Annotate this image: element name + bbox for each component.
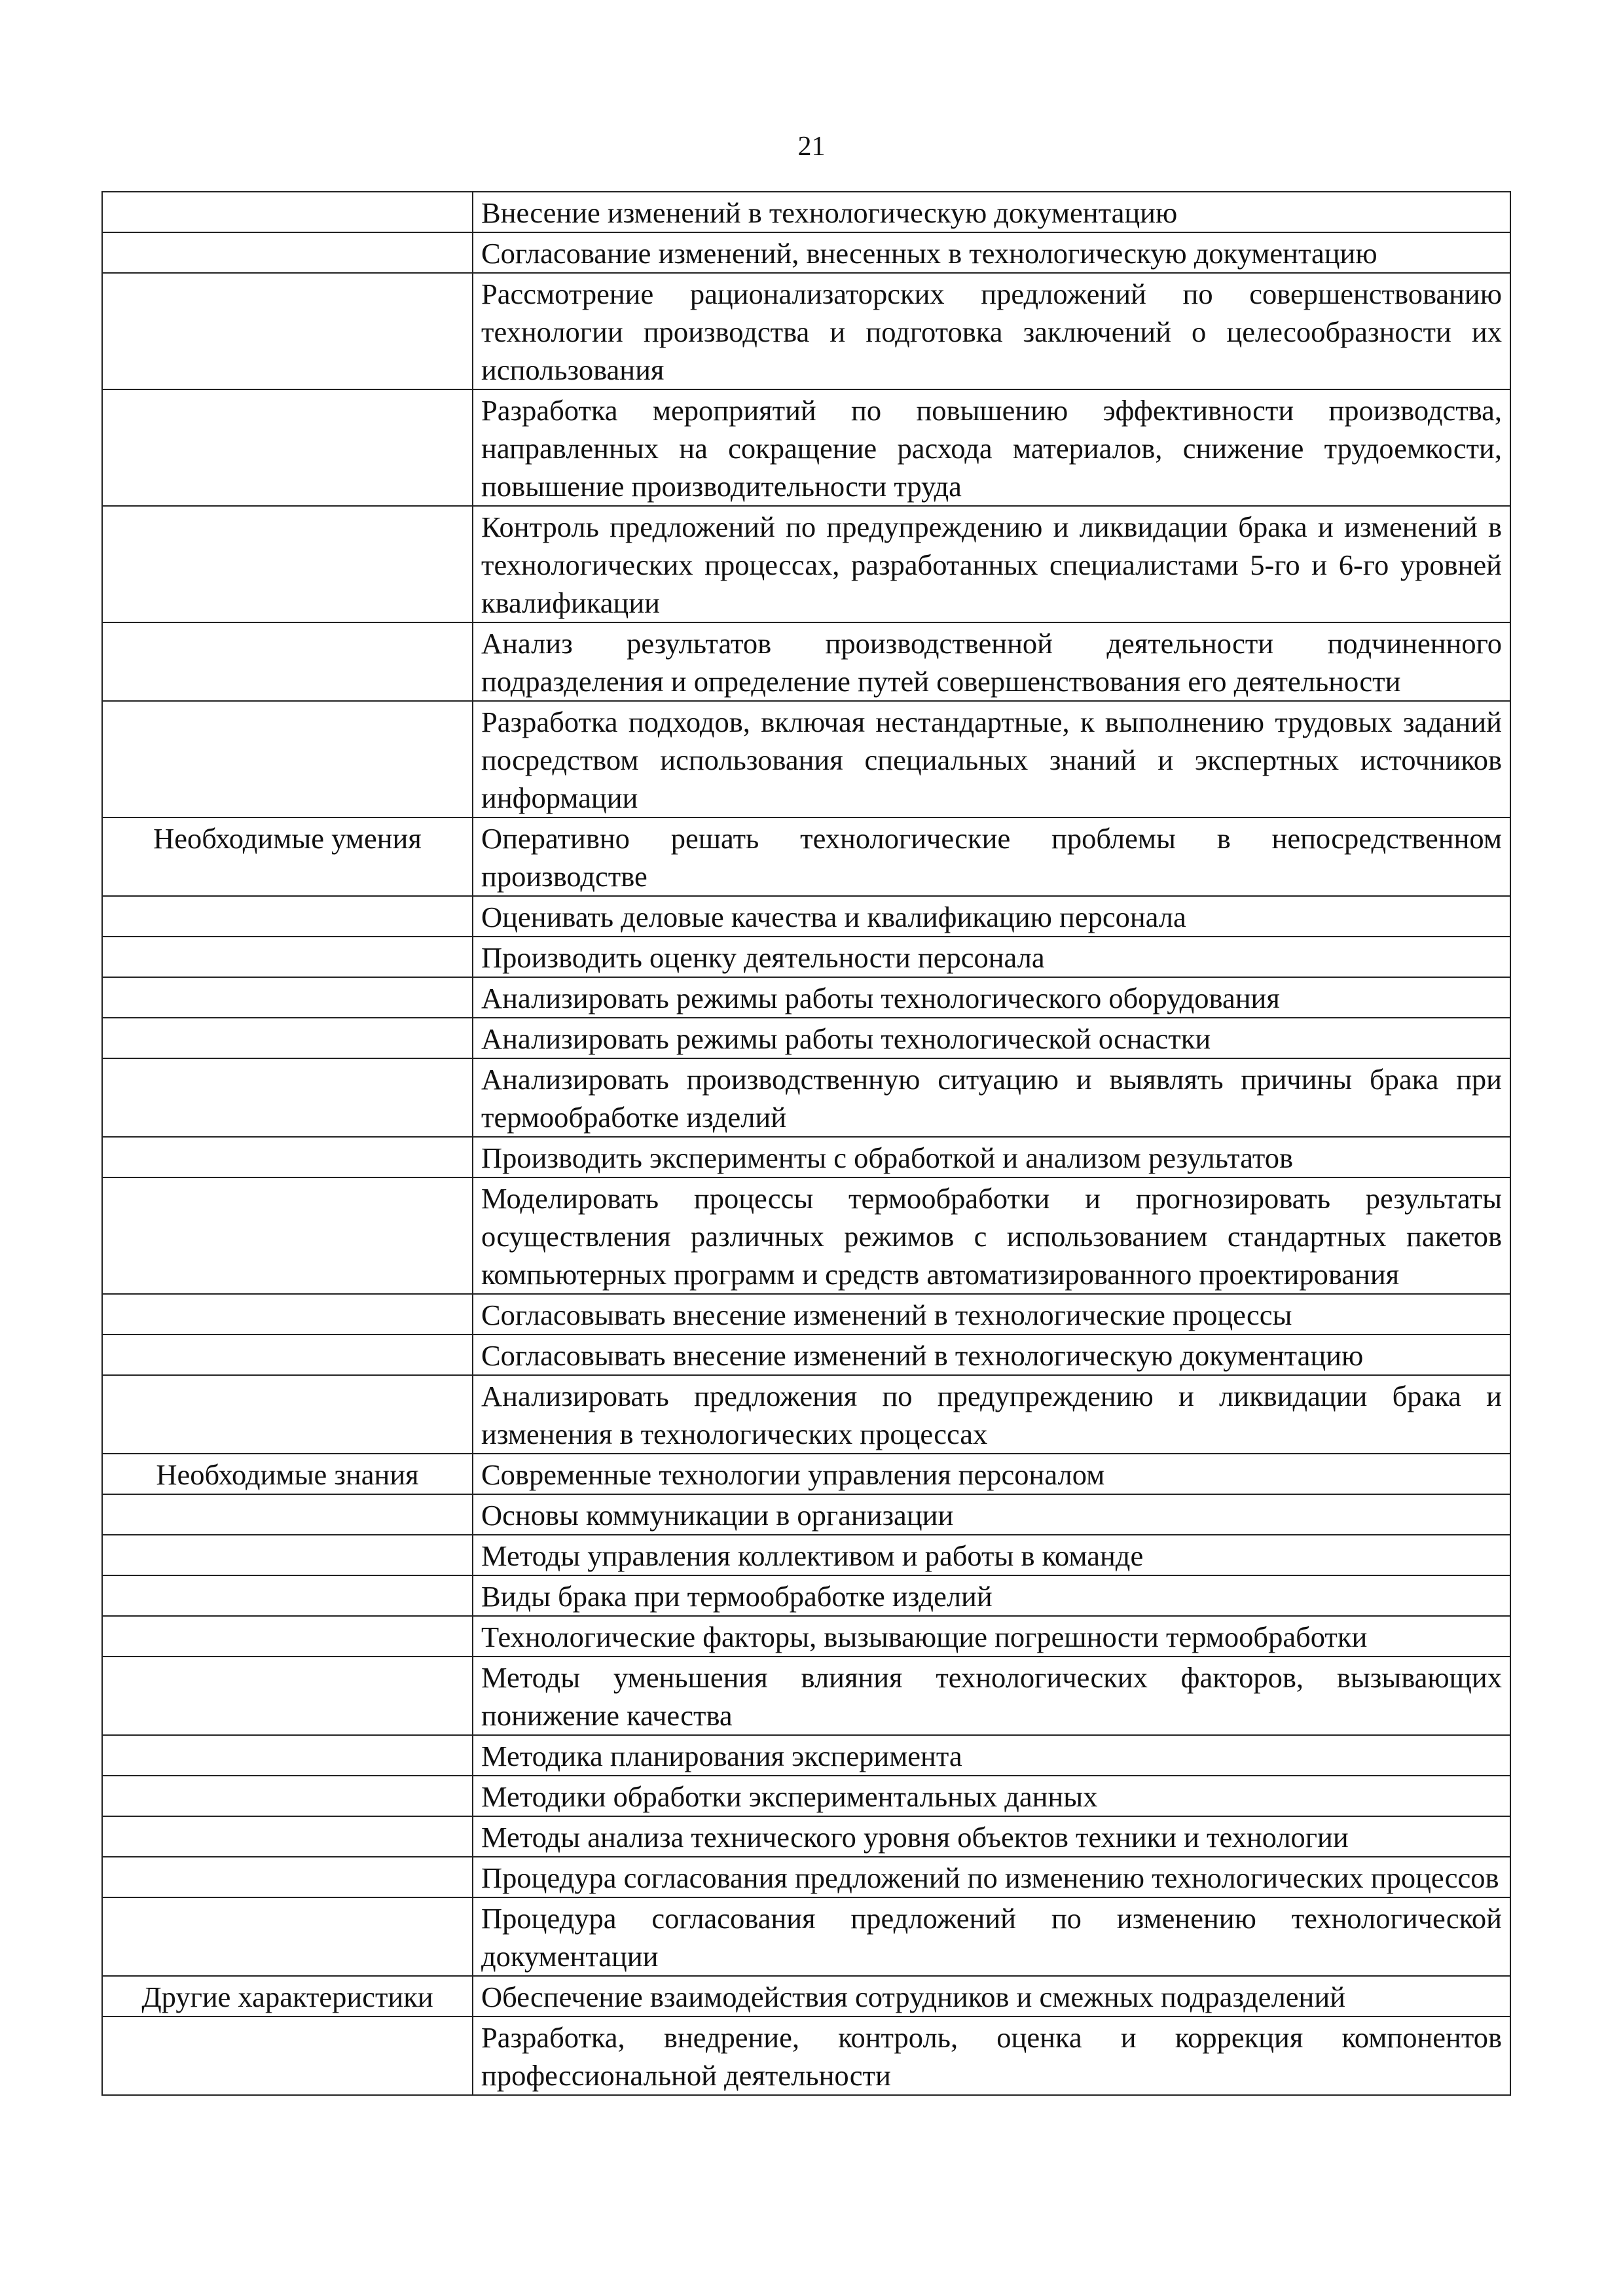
requirement-item: Анализ результатов производственной деятельности подчиненного подразделения и определение путей совершенствования его деятельности xyxy=(473,622,1510,701)
requirement-item: Оперативно решать технологические проблемы в непосредственном производстве xyxy=(473,817,1510,896)
section-label: Необходимые знания xyxy=(102,1454,473,1494)
section-label-continuation xyxy=(102,1137,473,1177)
section-label-continuation xyxy=(102,2017,473,2095)
table-row xyxy=(102,1137,1510,1177)
requirement-item: Процедура согласования предложений по изменению технологических процессов xyxy=(473,1857,1510,1897)
table-row xyxy=(102,2017,1510,2095)
requirement-item: Виды брака при термообработке изделий xyxy=(473,1575,1510,1616)
requirement-item: Согласовывать внесение изменений в технологические процессы xyxy=(473,1294,1510,1335)
section-label-continuation xyxy=(102,232,473,273)
requirement-item: Разработка мероприятий по повышению эффективности производства, направленных на сокращение расхода материалов, снижение трудоемкости, повышение производительности труда xyxy=(473,389,1510,506)
table-row xyxy=(102,232,1510,273)
section-label-continuation xyxy=(102,701,473,817)
requirement-item: Рассмотрение рационализаторских предложений по совершенствованию технологии производства и подготовка заключений о целесообразности их использования xyxy=(473,273,1510,389)
table-row xyxy=(102,1616,1510,1657)
section-label-continuation xyxy=(102,1776,473,1816)
table-row xyxy=(102,1454,1510,1494)
requirement-item: Внесение изменений в технологическую документацию xyxy=(473,192,1510,232)
requirement-item: Оценивать деловые качества и квалификацию персонала xyxy=(473,896,1510,937)
table-row xyxy=(102,1657,1510,1735)
section-label: Необходимые умения xyxy=(102,817,473,896)
requirement-item: Производить эксперименты с обработкой и анализом результатов xyxy=(473,1137,1510,1177)
table-row xyxy=(102,896,1510,937)
requirement-item: Основы коммуникации в организации xyxy=(473,1494,1510,1535)
requirement-item: Процедура согласования предложений по изменению технологической документации xyxy=(473,1897,1510,1976)
requirements-table xyxy=(101,191,1511,2096)
section-label-continuation xyxy=(102,1816,473,1857)
table-row xyxy=(102,1294,1510,1335)
requirement-item: Обеспечение взаимодействия сотрудников и смежных подразделений xyxy=(473,1976,1510,2017)
section-label-continuation xyxy=(102,1735,473,1776)
section-label-continuation xyxy=(102,1335,473,1375)
table-row xyxy=(102,622,1510,701)
requirement-item: Методики обработки экспериментальных данных xyxy=(473,1776,1510,1816)
table-row xyxy=(102,1816,1510,1857)
section-label-continuation xyxy=(102,1616,473,1657)
table-row xyxy=(102,1018,1510,1058)
table-row xyxy=(102,977,1510,1018)
section-label-continuation xyxy=(102,937,473,977)
table-row xyxy=(102,1335,1510,1375)
table-row xyxy=(102,1976,1510,2017)
requirement-item: Разработка подходов, включая нестандартные, к выполнению трудовых заданий посредством использования специальных знаний и экспертных источников информации xyxy=(473,701,1510,817)
requirement-item: Анализировать производственную ситуацию и выявлять причины брака при термообработке изделий xyxy=(473,1058,1510,1137)
section-label-continuation xyxy=(102,1058,473,1137)
page-number: 21 xyxy=(797,132,826,162)
section-label: Другие характеристики xyxy=(102,1976,473,2017)
requirement-item: Разработка, внедрение, контроль, оценка и коррекция компонентов профессиональной деятельности xyxy=(473,2017,1510,2095)
table-row xyxy=(102,817,1510,896)
section-label-continuation xyxy=(102,273,473,389)
section-label-continuation xyxy=(102,1657,473,1735)
table-row xyxy=(102,1776,1510,1816)
requirement-item: Контроль предложений по предупреждению и ликвидации брака и изменений в технологических процессах, разработанных специалистами 5-го и 6-го уровней квалификации xyxy=(473,506,1510,622)
table-row xyxy=(102,389,1510,506)
requirement-item: Анализировать режимы работы технологической оснастки xyxy=(473,1018,1510,1058)
table-row xyxy=(102,506,1510,622)
table-row xyxy=(102,1897,1510,1976)
requirement-item: Современные технологии управления персоналом xyxy=(473,1454,1510,1494)
requirement-item: Технологические факторы, вызывающие погрешности термообработки xyxy=(473,1616,1510,1657)
requirement-item: Методы уменьшения влияния технологических факторов, вызывающих понижение качества xyxy=(473,1657,1510,1735)
table-row xyxy=(102,1735,1510,1776)
requirements-table-body xyxy=(102,192,1510,2095)
section-label-continuation xyxy=(102,1575,473,1616)
table-row xyxy=(102,1177,1510,1294)
table-row xyxy=(102,1857,1510,1897)
section-label-continuation xyxy=(102,1294,473,1335)
table-row xyxy=(102,1058,1510,1137)
requirement-item: Производить оценку деятельности персонала xyxy=(473,937,1510,977)
requirement-item: Методы управления коллективом и работы в команде xyxy=(473,1535,1510,1575)
requirement-item: Моделировать процессы термообработки и прогнозировать результаты осуществления различных режимов с использованием стандартных пакетов компьютерных программ и средств автоматизированного проектирования xyxy=(473,1177,1510,1294)
table-row xyxy=(102,1494,1510,1535)
section-label-continuation xyxy=(102,1018,473,1058)
section-label-continuation xyxy=(102,1897,473,1976)
section-label-continuation xyxy=(102,1375,473,1454)
section-label-continuation xyxy=(102,506,473,622)
section-label-continuation xyxy=(102,622,473,701)
table-row xyxy=(102,273,1510,389)
requirement-item: Методы анализа технического уровня объектов техники и технологии xyxy=(473,1816,1510,1857)
requirement-item: Согласовывать внесение изменений в технологическую документацию xyxy=(473,1335,1510,1375)
requirement-item: Методика планирования эксперимента xyxy=(473,1735,1510,1776)
table-row xyxy=(102,192,1510,232)
table-row xyxy=(102,1375,1510,1454)
section-label-continuation xyxy=(102,1857,473,1897)
section-label-continuation xyxy=(102,1177,473,1294)
requirement-item: Анализировать режимы работы технологического оборудования xyxy=(473,977,1510,1018)
section-label-continuation xyxy=(102,977,473,1018)
section-label-continuation xyxy=(102,1494,473,1535)
section-label-continuation xyxy=(102,1535,473,1575)
table-row xyxy=(102,701,1510,817)
section-label-continuation xyxy=(102,896,473,937)
table-row xyxy=(102,1535,1510,1575)
requirement-item: Согласование изменений, внесенных в технологическую документацию xyxy=(473,232,1510,273)
table-row xyxy=(102,937,1510,977)
requirement-item: Анализировать предложения по предупреждению и ликвидации брака и изменения в технологических процессах xyxy=(473,1375,1510,1454)
section-label-continuation xyxy=(102,389,473,506)
table-row xyxy=(102,1575,1510,1616)
section-label xyxy=(102,192,473,232)
